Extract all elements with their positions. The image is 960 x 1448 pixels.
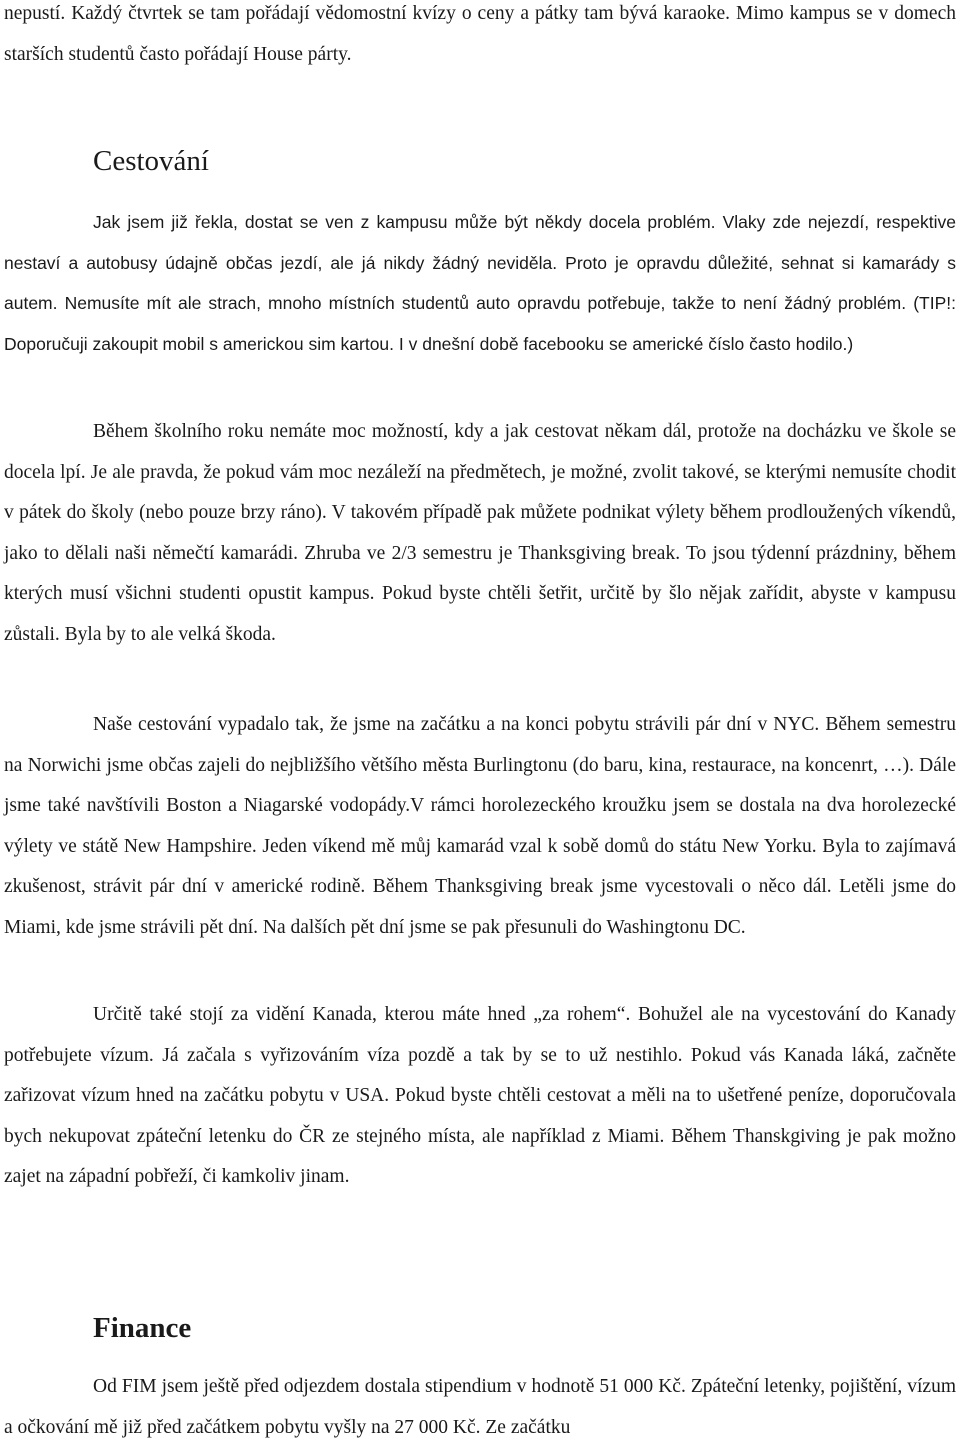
finance-paragraph-1: Od FIM jsem ještě před odjezdem dostala stipendium v hodnotě 51 000 Kč. Zpáteční letenky, pojištění, vízum a očkování mě již před začátkem pobytu vyšly na 27 000 Kč. Ze začátku xyxy=(4,1376,956,1438)
intro-tail-paragraph: nepustí. Každý čtvrtek se tam pořádají vědomostní kvízy o ceny a pátky tam bývá karaoke. Mimo kampus se v domech starších studentů často pořádají House párty. xyxy=(4,3,956,65)
travel-paragraph-2: Během školního roku nemáte moc možností, kdy a jak cestovat někam dál, protože na docházku ve škole se docela lpí. Je ale pravda, že pokud vám moc nezáleží na předmětech, je možné, zvolit takové, se kterými nemusíte chodit v pátek do školy (nebo pouze brzy ráno). V takovém případě pak můžete podnikat výlety během prodloužených víkendů, jako to dělali naši němečtí kamarádi. Zhruba ve 2/3 semestru je Thanksgiving break. To jsou týdenní prázdniny, během kterých musí všichni studenti opustit kampus. Pokud byste chtěli šetřit, určitě by šlo nějak zařídit, abyste v kampusu zůstali. Byla by to ale velká škoda. xyxy=(4,421,956,645)
travel-paragraph-3: Naše cestování vypadalo tak, že jsme na začátku a na konci pobytu strávili pár dní v NYC. Během semestru na Norwichi jsme občas zajeli do nejbližšího většího města Burlingtonu (do baru, kina, restaurace, na koncenrt, …). Dále jsme také navštívili Boston a Niagarské vodopády.V rámci horolezeckého kroužku jsem se dostala na dva horolezecké výlety ve státě New Hampshire. Jeden víkend mě můj kamarád vzal k sobě domů do státu New Yorku. Byla to zajímavá zkušenost, strávit pár dní v americké rodině. Během Thanksgiving break jsme vycestovali o něco dál. Letěli jsme do Miami, kde jsme strávili pět dní. Na dalších pět dní jsme se pak přesunuli do Washingtonu DC. xyxy=(4,714,956,938)
section-heading-finance: Finance xyxy=(93,1312,192,1344)
travel-paragraph-1: Jak jsem již řekla, dostat se ven z kampusu může být někdy docela problém. Vlaky zde nejezdí, respektive nestaví a autobusy údajně občas jezdí, ale já nikdy žádný neviděla. Proto je opravdu důležité, sehnat si kamarády s autem. Nemusíte mít ale strach, mnoho místních studentů auto opravdu potřebuje, takže to není žádný problém. (TIP!: Doporučuji zakoupit mobil s americkou sim kartou. I v dnešní době facebooku se americké číslo často hodilo.) xyxy=(4,212,956,354)
travel-paragraph-4: Určitě také stojí za vidění Kanada, kterou máte hned „za rohem“. Bohužel ale na vycestování do Kanady potřebujete vízum. Já začala s vyřizováním víza pozdě a tak by se to už nestihlo. Pokud vás Kanada láká, začněte zařizovat vízum hned na začátku pobytu v USA. Pokud byste chtěli cestovat a měli na to ušetřené peníze, doporučovala bych nekupovat zpáteční letenku do ČR ze stejného místa, ale například z Miami. Během Thanskgiving je pak možno zajet na západní pobřeží, či kamkoliv jinam. xyxy=(4,1004,956,1187)
section-heading-travel: Cestování xyxy=(93,145,209,177)
